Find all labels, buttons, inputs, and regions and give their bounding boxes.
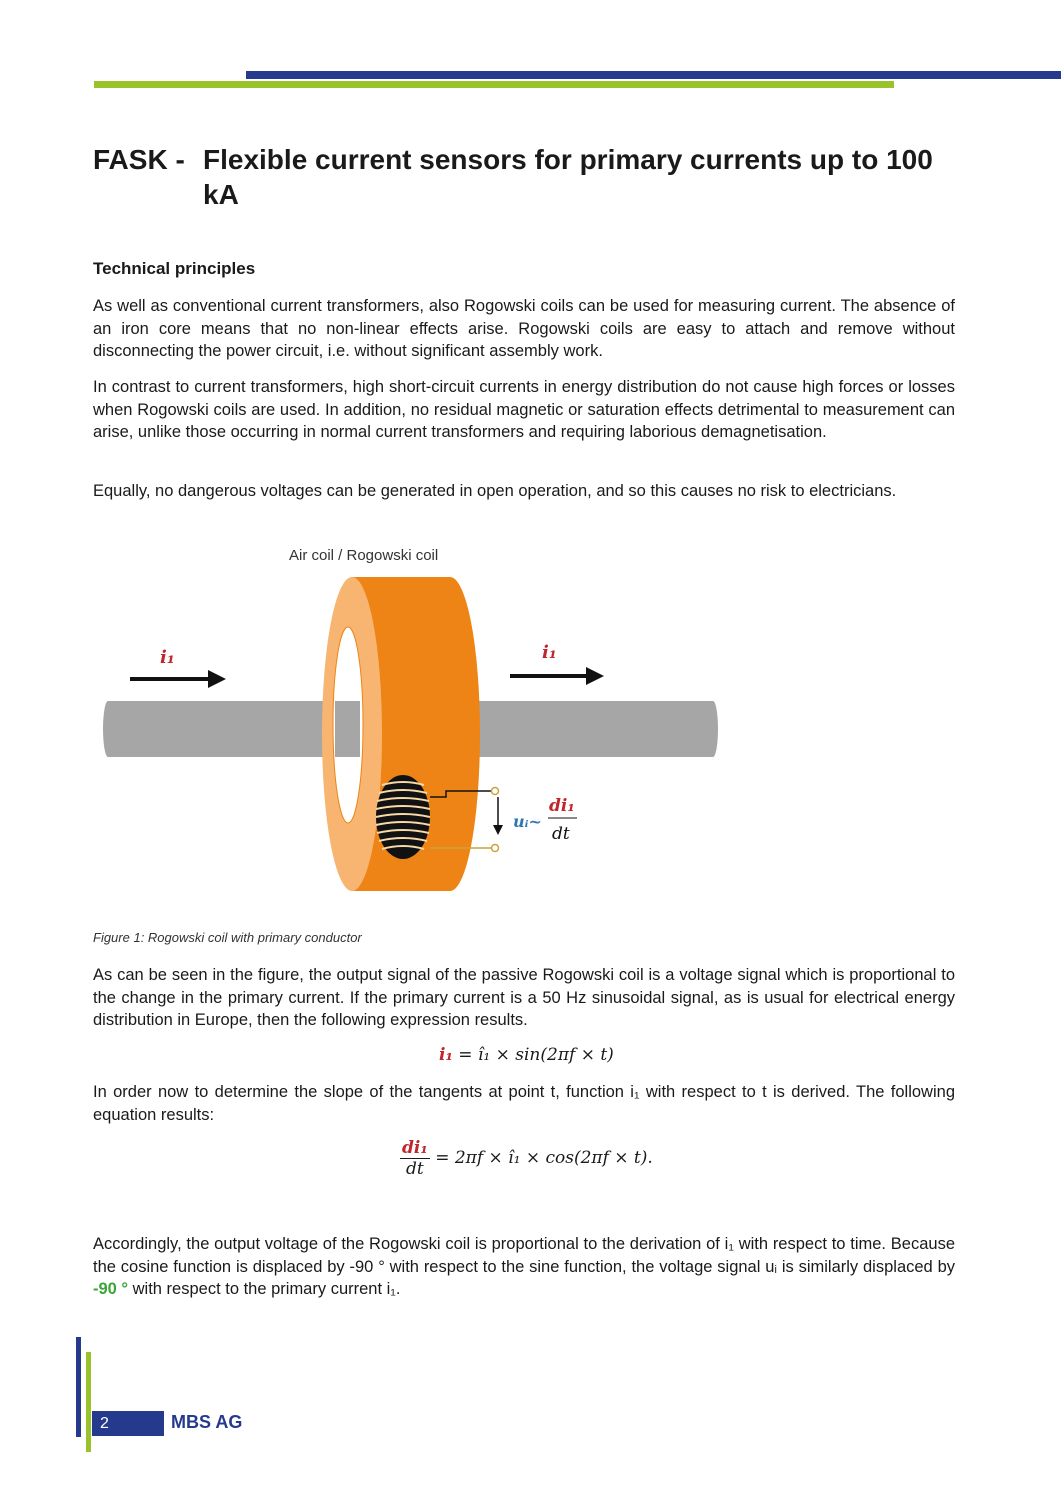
voltage-arrowhead: [493, 825, 503, 835]
eq2-numerator: di₁: [402, 1138, 428, 1158]
current-arrowhead-left: [208, 670, 226, 688]
equation-derivative: [400, 1138, 653, 1179]
eq1-lhs: i₁: [439, 1045, 453, 1065]
footer-bar-green: [86, 1352, 91, 1452]
paragraph-4: As can be seen in the figure, the output signal of the passive Rogowski coil is a voltage signal which is proportional to the change in the primary current. If the primary current is a 50 Hz sinusoidal signal, as is usual for electrical energy distribution in Europe, then the following expression results.: [93, 966, 955, 1030]
current-label-right: i₁: [542, 642, 557, 663]
coil-label: Air coil / Rogowski coil: [289, 547, 439, 564]
page-title: [93, 142, 993, 212]
voltage-label: uᵢ~: [513, 812, 542, 831]
paragraph-6-b: with respect to the primary current i₁.: [128, 1280, 401, 1299]
conductor-left: [108, 701, 353, 757]
title-main: Flexible current sensors for primary currents up to 100 kA: [203, 144, 933, 210]
coil-back-edge: [420, 577, 480, 891]
current-label-left: i₁: [160, 647, 175, 668]
conductor-left-end: [103, 701, 113, 757]
figure-caption: Figure 1: Rogowski coil with primary conductor: [93, 930, 362, 945]
conductor-right-end: [708, 701, 718, 757]
paragraph-2: In contrast to current transformers, high short-circuit currents in energy distribution do not cause high forces or losses when Rogowski coils are used. In addition, no residual magnetic or saturation effects detrimental to measurement can arise, unlike those occurring in normal current transformers and requiring laborious demagnetisation.: [93, 378, 955, 442]
header-bar-green: [94, 81, 894, 88]
header-bar-blue: [246, 71, 1061, 79]
deriv-numerator: di₁: [549, 796, 575, 816]
eq2-denominator: dt: [406, 1159, 424, 1179]
rogowski-coil-figure: [90, 535, 750, 915]
page-number: 2: [92, 1411, 164, 1436]
eq2-rhs: = 2πf × î₁ × cos(2πf × t).: [429, 1148, 653, 1168]
paragraph-6: [93, 1233, 955, 1301]
section-heading: Technical principles: [93, 259, 256, 278]
deriv-denominator: dt: [552, 824, 570, 844]
title-prefix: FASK -: [93, 144, 185, 175]
terminal-bottom: [492, 845, 499, 852]
footer-bar-blue: [76, 1337, 81, 1437]
eq2-fraction: [400, 1138, 430, 1179]
eq1-rhs: = î₁ × sin(2πf × t): [452, 1045, 614, 1065]
paragraph-1: As well as conventional current transformers, also Rogowski coils can be used for measuring current. The absence of an iron core means that no non-linear effects arise. Rogowski coils are easy to attach and remove without disconnecting the power circuit, i.e. without significant assembly work.: [93, 297, 955, 361]
paragraph-5: In order now to determine the slope of the tangents at point t, function i₁ with respect to t is derived. The following equation results:: [93, 1083, 955, 1124]
terminal-top: [492, 788, 499, 795]
current-arrowhead-right: [586, 667, 604, 685]
conductor-right: [440, 701, 713, 757]
company-name: MBS AG: [171, 1412, 243, 1432]
paragraph-6-a: Accordingly, the output voltage of the Rogowski coil is proportional to the derivation of i₁ with respect to time. Because the cosine function is displaced by -90 ° with respect to the sine function, the voltage signal uᵢ is similarly displaced by: [93, 1235, 955, 1276]
paragraph-6-highlight: -90 °: [93, 1280, 129, 1299]
paragraph-3: Equally, no dangerous voltages can be generated in open operation, and so this causes no risk to electricians.: [93, 482, 897, 500]
equation-current: [439, 1045, 614, 1065]
